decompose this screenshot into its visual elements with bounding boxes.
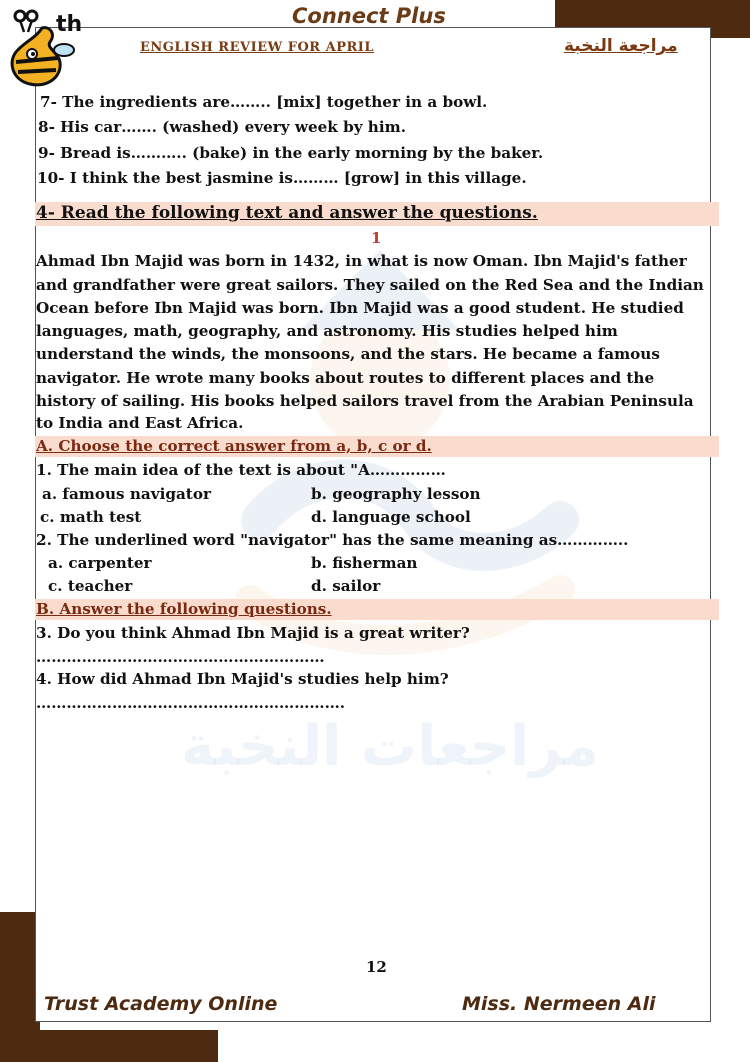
question-4: 4. How did Ahmad Ibn Majid's studies help him? [36,670,449,688]
footer-right: Miss. Nermeen Ali [462,993,656,1015]
passage-line: understand the winds, the monsoons, and the stars. He became a famous [36,345,660,363]
exercise-item-10: 10- I think the best jasmine is……… [grow] in this village. [37,169,527,187]
footer-left: Trust Academy Online [44,993,278,1015]
arabic-title: مراجعة النخبة [564,36,678,56]
reading-heading: 4- Read the following text and answer the questions. [36,203,538,223]
passage-line: languages, math, geography, and astronomy. His studies helped him [36,322,618,340]
exercise-item-7: 7- The ingredients are…….. [mix] together in a bowl. [40,93,488,111]
question-1: 1. The main idea of the text is about "A…………… [36,461,446,479]
logo-text: th [56,12,83,37]
q1-option-d: d. language school [311,508,471,526]
brand-title: Connect Plus [292,4,446,28]
q1-option-c: c. math test [40,508,142,526]
q3-answer-line[interactable]: ………………………………………………… [36,648,325,666]
passage-line: to India and East Africa. [36,414,244,432]
part-a-heading: A. Choose the correct answer from a, b, c or d. [36,437,432,455]
passage-line: history of sailing. His books helped sailors travel from the Arabian Peninsula [36,392,694,410]
exercise-item-8: 8- His car……. (washed) every week by him. [38,118,406,136]
review-title: ENGLISH REVIEW FOR APRIL [140,40,374,55]
passage-line: navigator. He wrote many books about routes to different places and the [36,369,655,387]
bottom-left-corner-decoration-vertical [0,912,40,1062]
q2-option-c: c. teacher [48,577,133,595]
passage-line: Ocean before Ibn Majid was born. Ibn Majid was a good student. He studied [36,299,684,317]
q4-answer-line[interactable]: ……………………………………………………. [36,694,346,712]
paragraph-number: 1 [371,229,382,247]
q2-option-b: b. fisherman [311,554,418,572]
q1-option-a: a. famous navigator [42,485,211,503]
exercise-item-9: 9- Bread is……….. (bake) in the early morning by the baker. [38,144,544,162]
passage-line: and grandfather were great sailors. They sailed on the Red Sea and the Indian [36,276,704,294]
part-b-heading: B. Answer the following questions. [36,600,332,618]
question-2: 2. The underlined word "navigator" has the same meaning as………….. [36,531,629,549]
question-3: 3. Do you think Ahmad Ibn Majid is a great writer? [36,624,470,642]
passage-line: Ahmad Ibn Majid was born in 1432, in what is now Oman. Ibn Majid's father [36,252,687,270]
q2-option-a: a. carpenter [48,554,152,572]
q2-option-d: d. sailor [311,577,381,595]
page-number: 12 [366,958,387,976]
q1-option-b: b. geography lesson [311,485,481,503]
